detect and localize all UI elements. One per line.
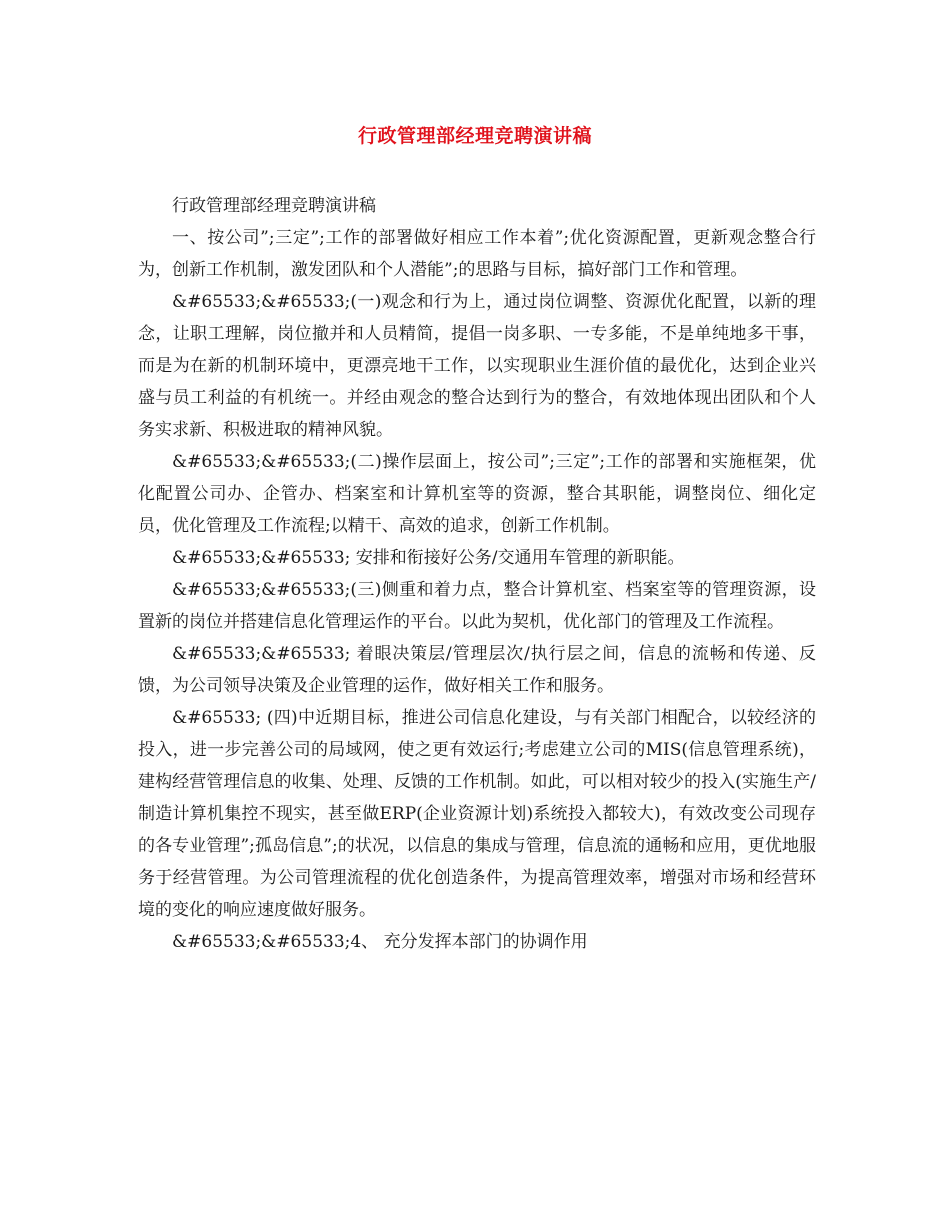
paragraph-information-flow: &#65533;&#65533; 着眼决策层/管理层次/执行层之间，信息的流畅和传递、反馈，为公司领导决策及企业管理的运作，做好相关工作和服务。 — [138, 644, 816, 696]
document-body — [138, 190, 816, 958]
paragraph-operation-level: &#65533;&#65533;(二)操作层面上，按公司”;三定”;工作的部署和实施框架，优化配置公司办、企管办、档案室和计算机室等的资源，整合其职能，调整岗位、细化定员，优化管理及工作流程;以精干、高效的追求，创新工作机制。 — [138, 452, 816, 536]
paragraph-focus-points: &#65533;&#65533;(三)侧重和着力点，整合计算机室、档案室等的管理资源，设置新的岗位并搭建信息化管理运作的平台。以此为契机，优化部门的管理及工作流程。 — [138, 580, 816, 632]
paragraph-vehicle-management: &#65533;&#65533; 安排和衔接好公务/交通用车管理的新职能。 — [172, 548, 685, 568]
paragraph-coordination: &#65533;&#65533;4、 充分发挥本部门的协调作用 — [172, 932, 588, 952]
paragraph-concept-behavior: &#65533;&#65533;(一)观念和行为上，通过岗位调整、资源优化配置，以新的理念，让职工理解，岗位撤并和人员精简，提倡一岗多职、一专多能，不是单纯地多干事，而是为在新的机制环境中，更漂亮地干工作，以实现职业生涯价值的最优化，达到企业兴盛与员工利益的有机统一。并经由观念的整合达到行为的整合，有效地体现出团队和个人务实求新、积极进取的精神风貌。 — [138, 292, 816, 440]
paragraph-mid-term-goals: &#65533; (四)中近期目标，推进公司信息化建设，与有关部门相配合，以较经济的投入，进一步完善公司的局域网，使之更有效运行;考虑建立公司的MIS(信息管理系统)，建构经营管理信息的收集、处理、反馈的工作机制。如此，可以相对较少的投入(实施生产/制造计算机集控不现实，甚至做ERP(企业资源计划)系统投入都较大)，有效改变公司现存的各专业管理”;孤岛信息”;的状况，以信息的集成与管理，信息流的通畅和应用，更优地服务于经营管理。为公司管理流程的优化创造条件，为提高管理效率，增强对市场和经营环境的变化的响应速度做好服务。 — [138, 708, 816, 920]
paragraph-heading: 行政管理部经理竞聘演讲稿 — [172, 196, 376, 216]
document-title: 行政管理部经理竞聘演讲稿 — [357, 125, 592, 147]
paragraph-section-1: 一、按公司”;三定”;工作的部署做好相应工作本着”;优化资源配置，更新观念整合行为，创新工作机制，激发团队和个人潜能”;的思路与目标，搞好部门工作和管理。 — [138, 228, 816, 280]
